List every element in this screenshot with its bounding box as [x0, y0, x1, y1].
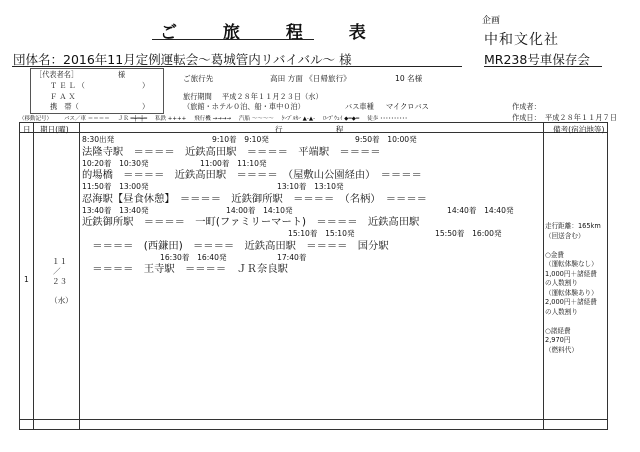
remark-line: （回送含む）	[545, 231, 585, 240]
header-date: 期日(曜)	[40, 125, 69, 134]
mobile-close: ）	[142, 102, 150, 111]
remark-line: 2,000円＋諸経費	[545, 298, 597, 306]
time-label: 17:40着	[277, 252, 307, 262]
time-label: 9:50着 10:00発	[355, 135, 417, 144]
bus-type-value: マイクロバス	[386, 102, 429, 111]
vehicle-number: MR238号車保存会	[484, 52, 590, 67]
time-label: 11:00着 11:10発	[200, 158, 267, 168]
date-label: 作成日：	[512, 113, 541, 122]
route-line: 的場橋 ＝＝＝＝ 近鉄高田駅 ＝＝＝＝ （屋敷山公園経由） ＝＝＝＝	[82, 169, 422, 181]
time-label: 15:10着 15:10発	[288, 229, 355, 238]
legend-item: バス／車 ＝＝＝＝	[64, 116, 110, 122]
date-month: １１	[52, 257, 68, 266]
day-number: 1	[24, 275, 29, 284]
route-line: ＝＝＝＝ (西鎌田) ＝＝＝＝ 近鉄高田駅 ＝＝＝＝ 国分駅	[82, 239, 389, 252]
route-line: 忍海駅【昼食休憩】 ＝＝＝＝ 近鉄御所駅 ＝＝＝＝ （名柄） ＝＝＝＝	[82, 192, 427, 205]
header-itinerary: 行 程	[275, 125, 344, 134]
remark-line: の人数割り	[545, 279, 578, 287]
legend-item: ﾛｰﾌﾟｳｪｲ ◆━◆━	[323, 116, 360, 122]
period-value: 平成２８年１１月２３日（水）	[222, 92, 323, 101]
header-remarks: 備考(宿泊地等)	[553, 125, 605, 134]
date-weekday: （水）	[50, 296, 73, 305]
representative-suffix: 様	[118, 70, 126, 79]
document-title: ご 旅 程 表	[160, 23, 386, 43]
date-value: 平成２８年１１月７日	[545, 113, 617, 122]
bus-type-label: バス車種	[345, 102, 374, 111]
time-label: 9:10着 9:10発	[212, 135, 269, 144]
route-line: 法隆寺駅 ＝＝＝＝ 近鉄高田駅 ＝＝＝＝ 平端駅 ＝＝＝＝	[82, 145, 381, 158]
header-day: 日	[23, 125, 31, 134]
legend-item: 私鉄 ++++	[155, 116, 187, 122]
time-label: 14:00着 14:10発	[226, 205, 293, 215]
itinerary-table	[19, 122, 608, 430]
destination-label: ご旅行先	[183, 74, 214, 83]
group-name: 団体名：2016年11月定例運転会～葛城管内リバイバル～ 様	[13, 52, 352, 67]
mobile-label: 携 帯（	[50, 102, 79, 111]
group-name-underline	[12, 66, 462, 67]
legend-item: 汽船 ～～～～	[238, 116, 274, 122]
people-count: 10 名様	[395, 74, 423, 83]
stay-info: （旅館・ホテル０泊、船・車中０泊）	[183, 102, 305, 111]
destination-value: 高田 方面 《日帰旅行》	[270, 74, 351, 83]
route-line: ＝＝＝＝ 王寺駅 ＝＝＝＝ ＪＲ奈良駅	[82, 263, 288, 275]
date-slash: ／	[53, 267, 61, 276]
organizer-name: 中和文化社	[484, 32, 559, 48]
remark-line: 2,970円	[545, 336, 571, 344]
time-label: 8:30出発	[82, 135, 115, 144]
time-label: 13:10着 13:10発	[277, 182, 344, 191]
tel-close: ）	[142, 81, 150, 90]
fax-label: ＦＡＸ	[50, 92, 78, 101]
tel-label: ＴＥＬ（	[50, 81, 87, 90]
representative-label: ［代表者名］	[35, 70, 79, 79]
organizer-label: 企画	[482, 16, 501, 26]
remark-line: （運転体験あり）	[545, 288, 598, 297]
time-label: 14:40着 14:40発	[447, 205, 514, 215]
remark-line: ○諸経費	[545, 326, 571, 335]
route-line: 近鉄御所駅 ＝＝＝＝ 一町(ファミリーマート) ＝＝＝＝ 近鉄高田駅	[82, 216, 420, 228]
period-label: 旅行期間	[183, 92, 212, 101]
remark-line: 走行距離：165km	[545, 222, 601, 230]
remark-line: 1,000円＋諸経費	[545, 269, 597, 278]
legend-item: 徒歩 ･･････････	[367, 116, 408, 122]
title-underline	[152, 39, 314, 40]
time-label: 15:50着 16:00発	[435, 229, 502, 238]
author-label: 作成者：	[512, 102, 541, 111]
vehicle-underline	[484, 66, 602, 67]
time-label: 10:20着 10:30発	[82, 158, 149, 168]
remark-line: の人数割り	[545, 307, 578, 316]
itinerary-body	[80, 134, 542, 414]
remark-line: （燃料代）	[545, 345, 578, 354]
legend-row	[64, 114, 415, 122]
legend-item: 飛行機 →→→→	[194, 116, 231, 122]
remark-line: （運転体験なし）	[545, 260, 598, 268]
remark-line: ○金費	[545, 250, 564, 259]
time-label: 11:50着 13:00発	[82, 182, 149, 191]
time-label: 16:30着 16:40発	[160, 252, 227, 262]
legend-label: （移動記号）	[19, 116, 53, 122]
date-day: ２３	[52, 277, 68, 286]
legend-item: ｹｰﾌﾞﾙｶｰ ▲-▲-	[281, 116, 316, 122]
legend-item: ＪＲ ━┿━┿━	[117, 116, 148, 122]
time-label: 13:40着 13:40発	[82, 205, 149, 215]
